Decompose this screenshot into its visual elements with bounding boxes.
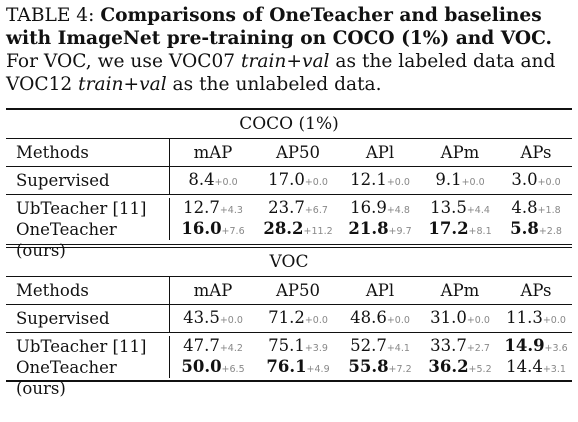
value: 23.7 [268,197,305,217]
delta: +0.0 [466,314,490,326]
delta: +0.0 [386,314,410,326]
cell-apm [420,218,500,242]
method-name: Supervised [6,167,170,194]
delta: +0.0 [386,176,410,188]
cell-apm [420,356,500,380]
header-apm: APm [440,143,480,162]
delta: +7.2 [388,363,412,375]
voc-header-row [6,277,572,304]
header-aps: APs [520,281,552,300]
header-apm: APm [440,281,480,300]
value: 5.8 [510,218,539,238]
cell-apl [340,218,420,242]
table-caption [6,4,572,96]
value: 14.4 [506,356,543,376]
value: 14.9 [504,335,545,355]
value: 76.1 [266,356,307,376]
delta: +0.0 [304,314,328,326]
header-map: mAP [193,281,233,300]
value: 9.1 [435,169,462,189]
cell-apm [420,166,500,196]
header-map: mAP [193,143,233,162]
delta: +11.2 [303,225,333,237]
delta: +2.8 [538,225,562,237]
coco-section-title: COCO (1%) [239,114,339,134]
cell-ap50 [256,356,340,380]
cell-aps [500,218,572,242]
delta: +4.4 [466,204,490,216]
value: 47.7 [183,335,220,355]
value: 4.8 [511,197,538,217]
delta: +4.2 [219,342,243,354]
value: 12.1 [350,169,387,189]
value: 28.2 [263,218,304,238]
value: 36.2 [428,356,469,376]
delta: +2.7 [466,342,490,354]
value: 13.5 [430,197,467,217]
delta: +1.8 [537,204,561,216]
caption-italic-1: train+val [241,51,330,72]
delta: +6.7 [304,204,328,216]
delta: +4.3 [219,204,243,216]
value: 8.4 [188,169,215,189]
cell-apl [340,356,420,380]
delta: +3.1 [542,363,566,375]
table-row [6,218,572,260]
header-apl: APl [365,281,395,300]
delta: +0.0 [304,176,328,188]
value: 17.0 [268,169,305,189]
coco-header-row [6,139,572,166]
delta: +4.9 [306,363,330,375]
value: 50.0 [181,356,222,376]
value: 16.9 [350,197,387,217]
cell-aps [500,166,572,196]
cell-ap50 [256,304,340,334]
cell-ap50 [256,166,340,196]
value: 48.6 [350,307,387,327]
caption-label: TABLE 4: [6,5,101,26]
cell-apl [340,166,420,196]
delta: +8.1 [468,225,492,237]
delta: +0.0 [214,176,238,188]
method-name: OneTeacher (ours) [6,357,170,378]
header-apl: APl [365,143,395,162]
caption-text-1: For VOC, we use VOC07 [6,51,242,72]
method-name: UbTeacher [11] [6,198,170,219]
value: 55.8 [348,356,389,376]
delta: +4.8 [386,204,410,216]
header-methods: Methods [6,139,170,166]
delta: +9.7 [388,225,412,237]
caption-text-2: as the labeled data and VOC12 [6,51,556,95]
delta: +3.6 [544,342,568,354]
header-methods: Methods [6,277,170,304]
cell-aps [500,304,572,334]
delta: +3.9 [304,342,328,354]
method-name: UbTeacher [11] [6,336,170,357]
cell-map [170,304,256,334]
delta: +5.2 [468,363,492,375]
delta: +4.1 [386,342,410,354]
table-row [6,356,572,398]
caption-text-3: as the unlabeled data. [166,74,382,95]
delta: +0.0 [219,314,243,326]
bottom-rule [6,380,572,382]
header-aps: APs [520,143,552,162]
value: 52.7 [350,335,387,355]
cell-ap50 [256,218,340,242]
value: 31.0 [430,307,467,327]
delta: +0.0 [537,176,561,188]
table-row [6,167,572,194]
delta: +7.6 [221,225,245,237]
value: 17.2 [428,218,469,238]
delta: +0.0 [542,314,566,326]
value: 33.7 [430,335,467,355]
results-table [6,108,572,398]
cell-map [170,218,256,242]
value: 11.3 [506,307,543,327]
cell-aps [500,356,572,380]
value: 43.5 [183,307,220,327]
method-name: OneTeacher (ours) [6,219,170,240]
caption-italic-2: train+val [78,74,167,95]
value: 3.0 [511,169,538,189]
value: 75.1 [268,335,305,355]
cell-map [170,356,256,380]
value: 12.7 [183,197,220,217]
caption-bold-text: Comparisons of OneTeacher and baselines with ImageNet pre-training on COCO (1%) and VOC. [6,5,553,49]
voc-section-title: VOC [269,252,309,272]
value: 16.0 [181,218,222,238]
method-name: Supervised [6,305,170,332]
delta: +0.0 [461,176,485,188]
cell-apm [420,304,500,334]
table-row [6,198,572,219]
table-row [6,305,572,332]
table-row [6,336,572,357]
cell-apl [340,304,420,334]
delta: +6.5 [221,363,245,375]
value: 21.8 [348,218,389,238]
cell-map [170,166,256,196]
header-ap50: AP50 [275,143,320,162]
header-ap50: AP50 [275,281,320,300]
value: 71.2 [268,307,305,327]
